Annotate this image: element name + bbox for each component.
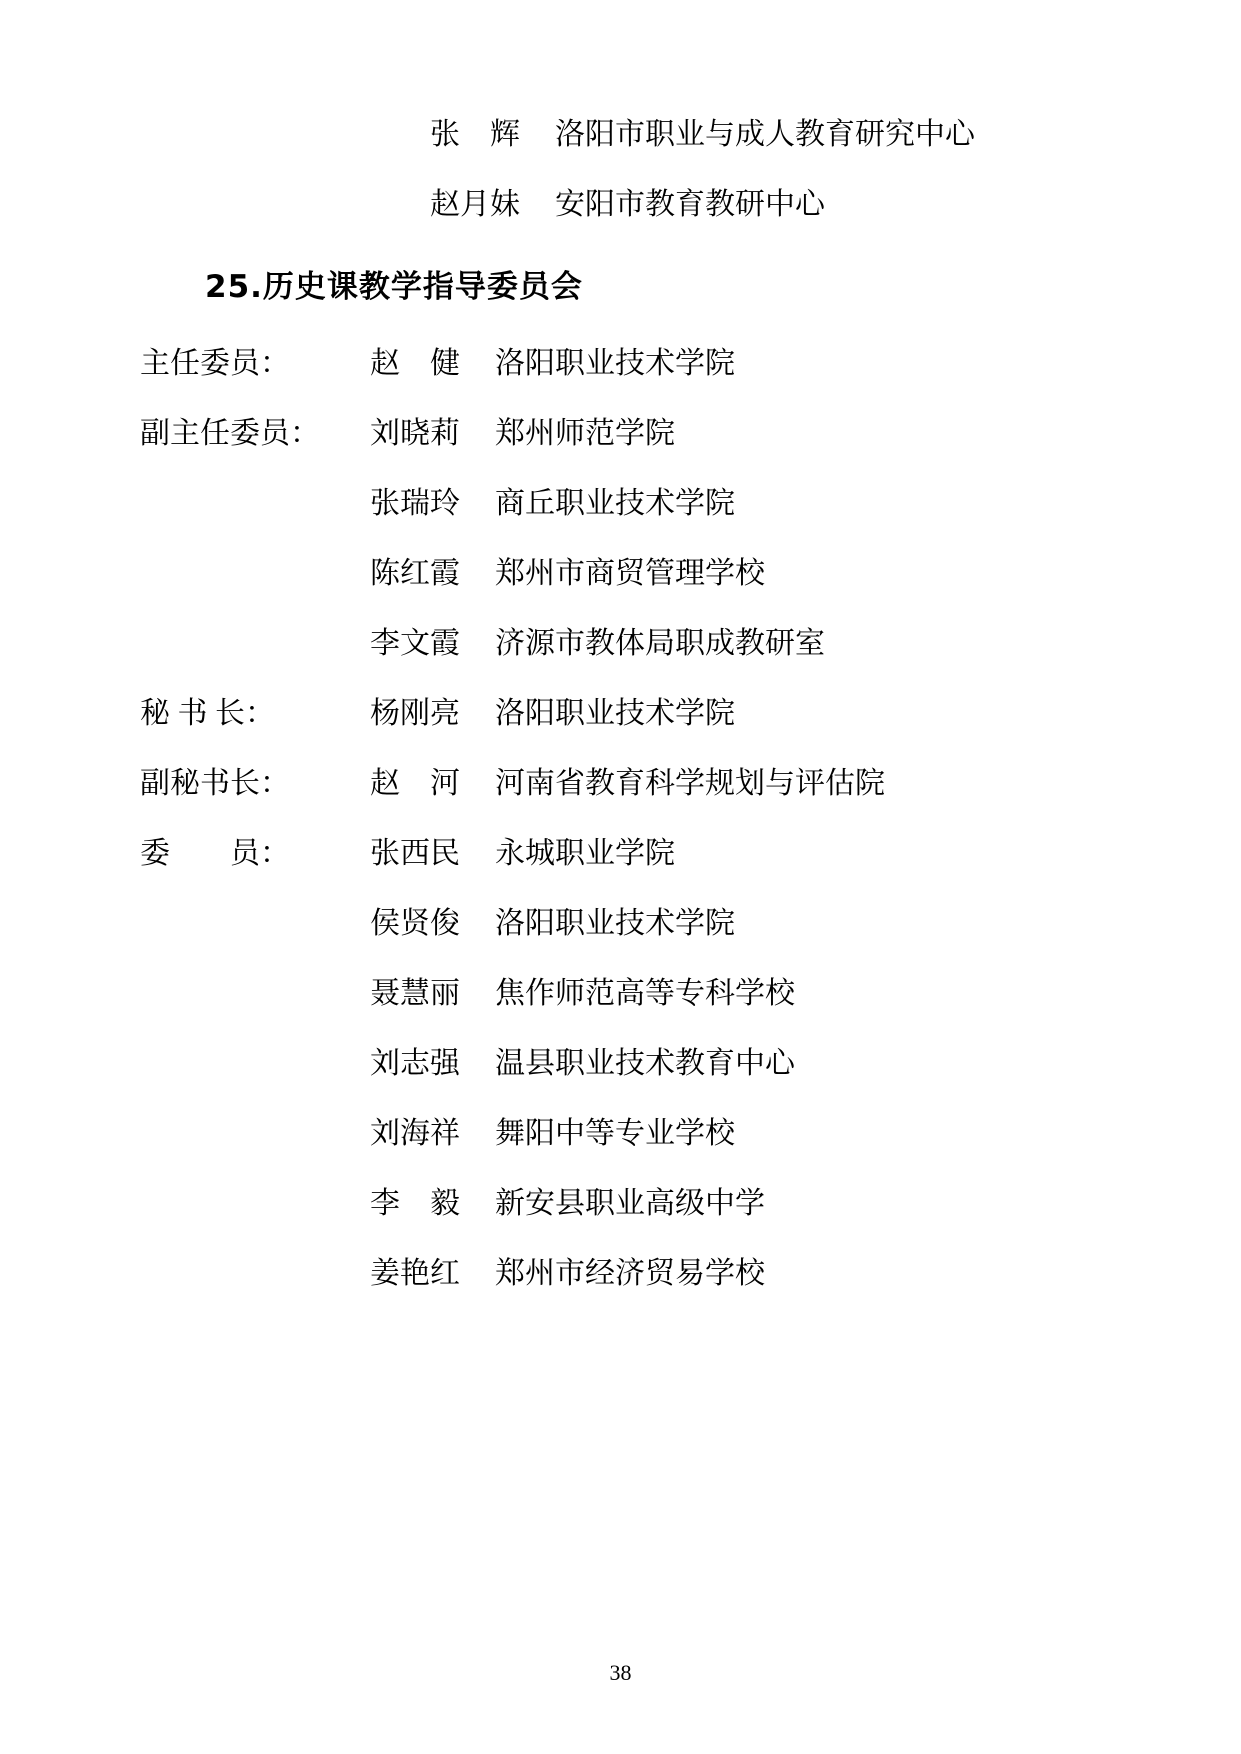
list-item xyxy=(140,120,1101,150)
section-heading: 25.历史课教学指导委员会 xyxy=(205,269,583,305)
list-item xyxy=(140,979,1101,1009)
list-item xyxy=(140,839,1101,869)
member-name: 姜艳红 xyxy=(370,1257,460,1290)
list-item xyxy=(140,769,1101,799)
list-item xyxy=(140,629,1101,659)
member-organization: 安阳市教育教研中心 xyxy=(555,188,825,221)
member-organization: 商丘职业技术学院 xyxy=(495,487,735,520)
role-label: 副主任委员： xyxy=(140,417,320,450)
role-label: 主任委员： xyxy=(140,347,290,380)
member-name: 赵月妹 xyxy=(430,188,520,221)
member-name: 赵 河 xyxy=(370,767,460,800)
member-organization: 洛阳职业技术学院 xyxy=(495,697,735,730)
document-body xyxy=(140,120,1101,1289)
member-name: 陈红霞 xyxy=(370,557,460,590)
member-organization: 洛阳职业技术学院 xyxy=(495,907,735,940)
member-organization: 永城职业学院 xyxy=(495,837,675,870)
member-organization: 郑州市经济贸易学校 xyxy=(495,1257,765,1290)
list-item xyxy=(140,419,1101,449)
member-name: 刘志强 xyxy=(370,1047,460,1080)
role-label: 副秘书长： xyxy=(140,767,290,800)
member-name: 李 毅 xyxy=(370,1187,460,1220)
list-item xyxy=(140,1259,1101,1289)
member-organization: 洛阳职业技术学院 xyxy=(495,347,735,380)
role-label: 秘 书 长： xyxy=(140,697,275,730)
member-organization: 舞阳中等专业学校 xyxy=(495,1117,735,1150)
member-organization: 焦作师范高等专科学校 xyxy=(495,977,795,1010)
member-name: 聂慧丽 xyxy=(370,977,460,1010)
member-organization: 洛阳市职业与成人教育研究中心 xyxy=(555,118,975,151)
list-item xyxy=(140,489,1101,519)
member-name: 杨刚亮 xyxy=(370,697,460,730)
list-item xyxy=(140,1189,1101,1219)
page-number: 38 xyxy=(609,1660,632,1685)
member-name: 刘晓莉 xyxy=(370,417,460,450)
list-item xyxy=(140,349,1101,379)
member-organization: 新安县职业高级中学 xyxy=(495,1187,765,1220)
member-organization: 温县职业技术教育中心 xyxy=(495,1047,795,1080)
member-organization: 济源市教体局职成教研室 xyxy=(495,627,825,660)
member-name: 张西民 xyxy=(370,837,460,870)
member-name: 张 辉 xyxy=(430,118,520,151)
role-label: 委 员： xyxy=(140,837,290,870)
list-item xyxy=(140,699,1101,729)
member-organization: 河南省教育科学规划与评估院 xyxy=(495,767,885,800)
member-name: 刘海祥 xyxy=(370,1117,460,1150)
member-name: 侯贤俊 xyxy=(370,907,460,940)
list-item xyxy=(140,1049,1101,1079)
list-item xyxy=(140,190,1101,220)
member-organization: 郑州市商贸管理学校 xyxy=(495,557,765,590)
member-name: 张瑞玲 xyxy=(370,487,460,520)
list-item xyxy=(140,1119,1101,1149)
member-name: 李文霞 xyxy=(370,627,460,660)
list-item xyxy=(140,559,1101,589)
member-organization: 郑州师范学院 xyxy=(495,417,675,450)
list-item xyxy=(140,909,1101,939)
member-name: 赵 健 xyxy=(370,347,460,380)
